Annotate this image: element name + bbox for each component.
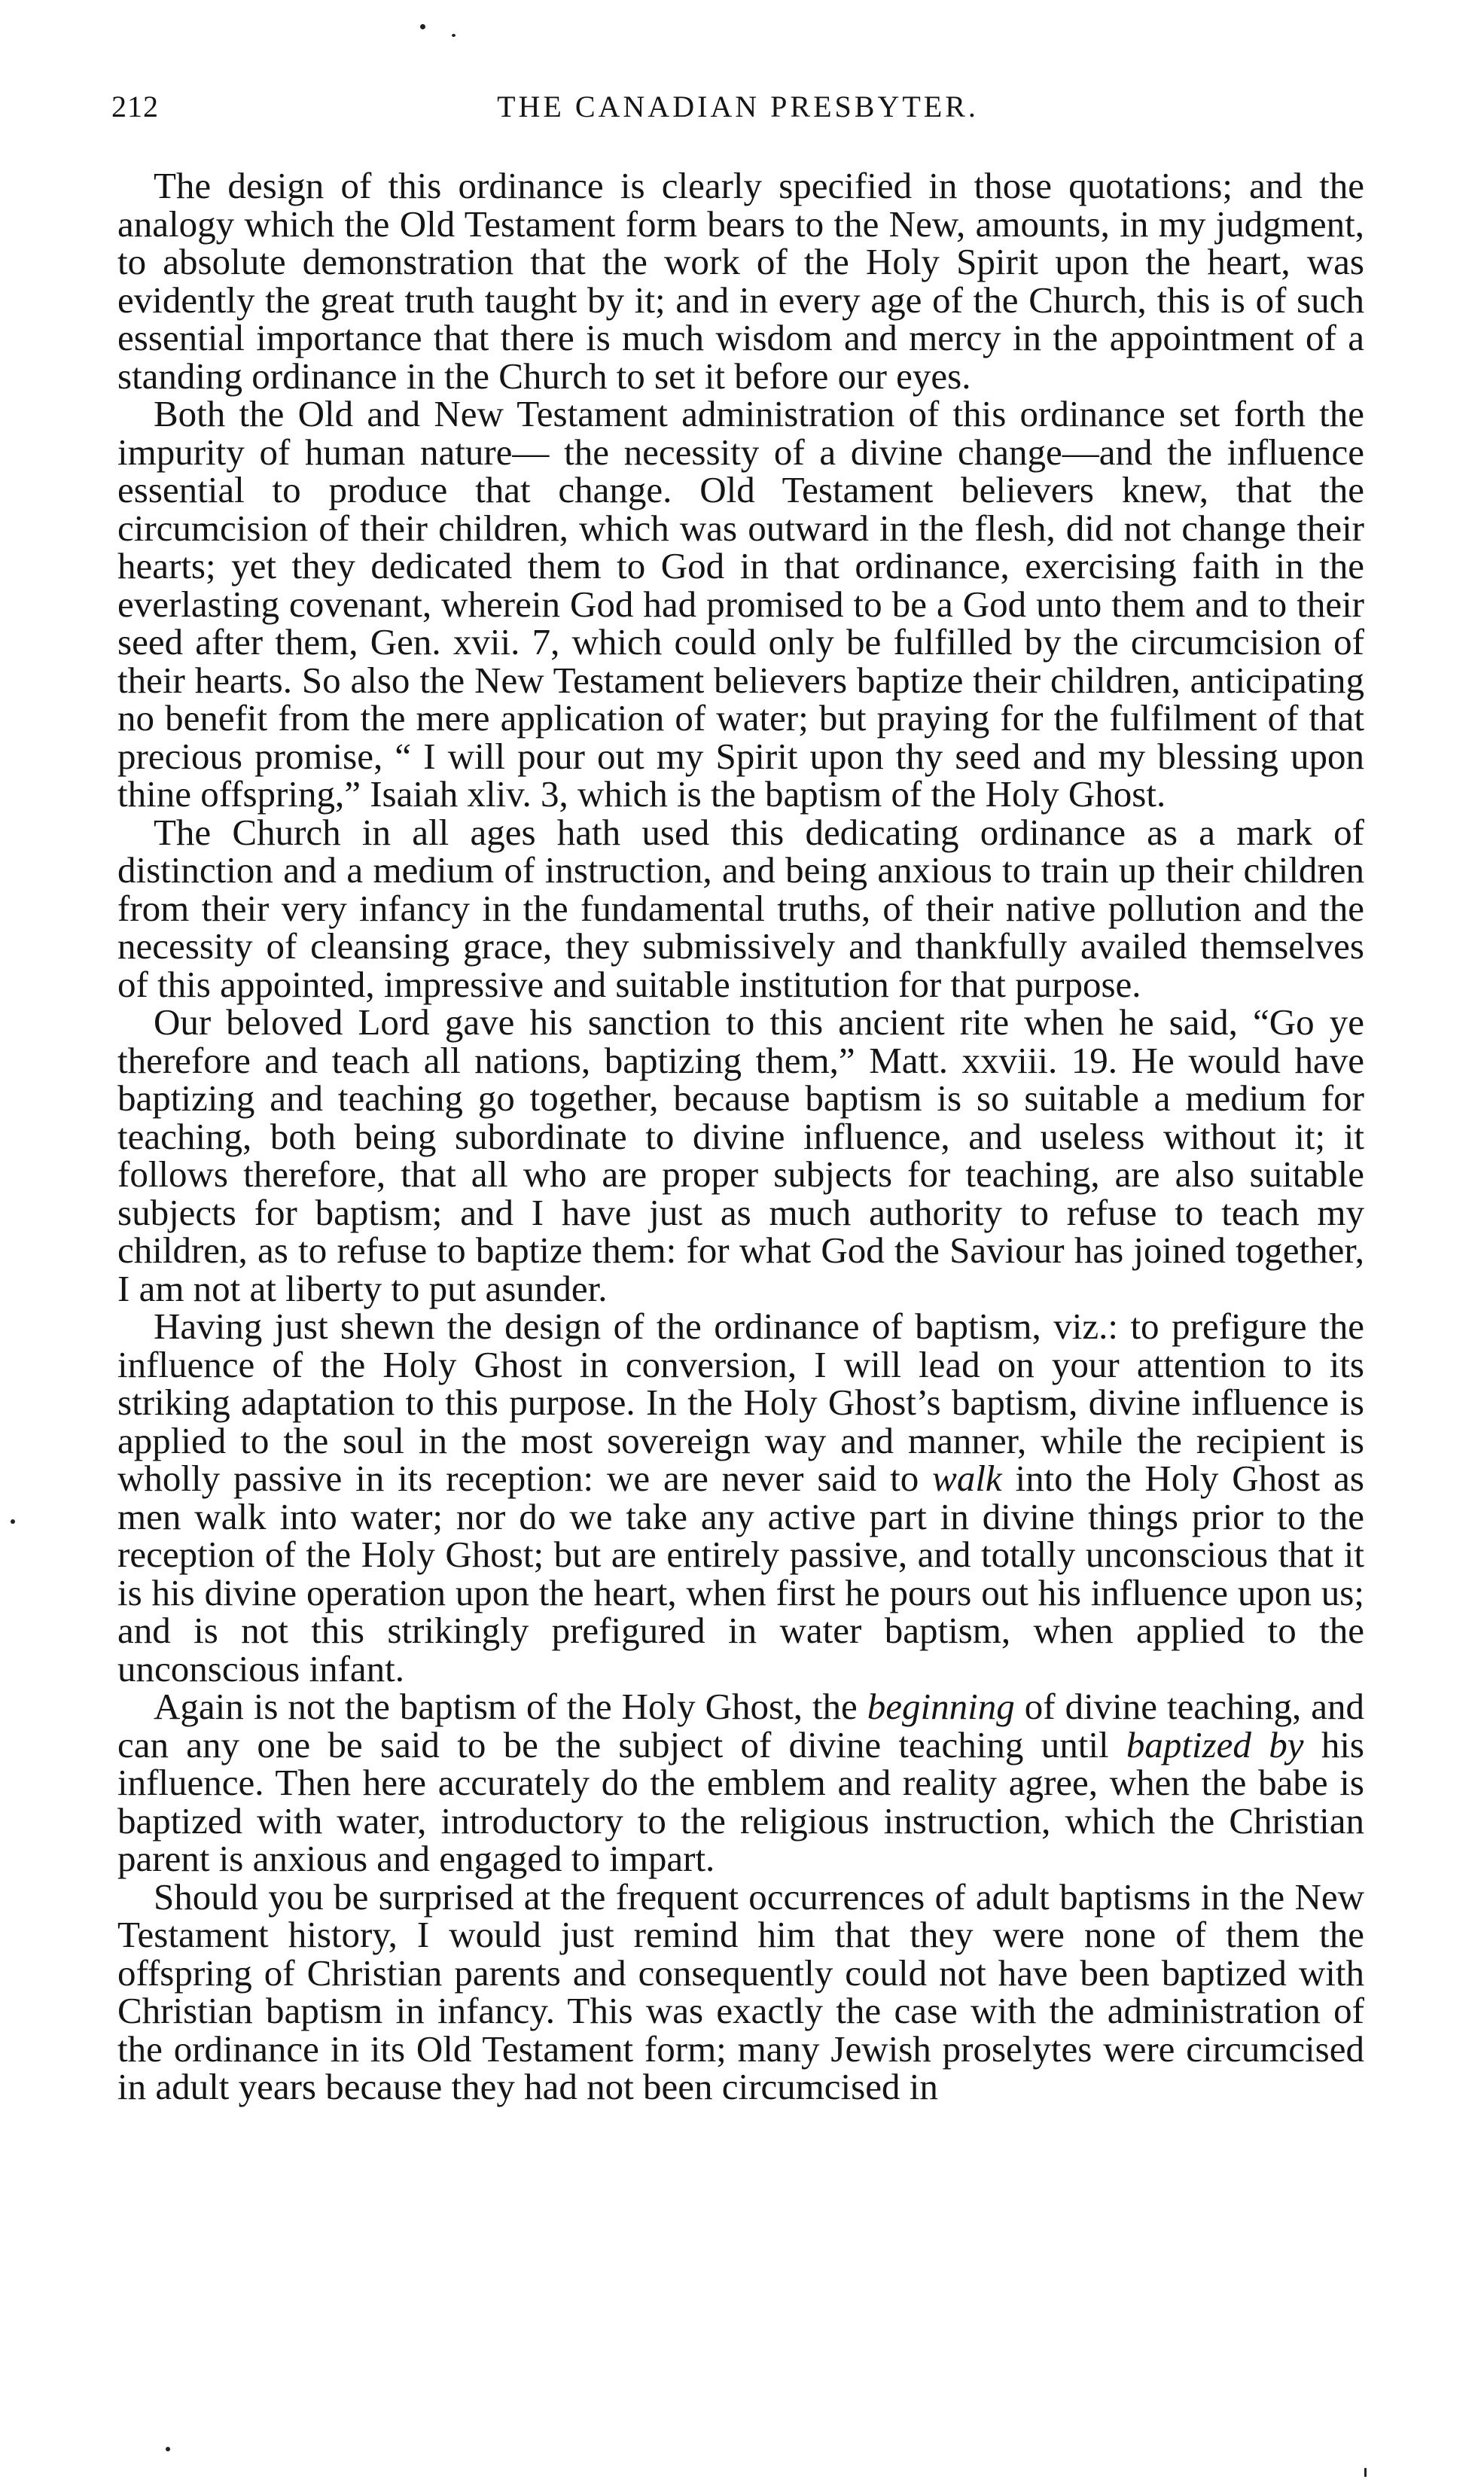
paragraph-beginning-teaching <box>117 1688 1364 1878</box>
text-run: Having just shewn the design of the ordinance of baptism, viz.: to prefigure the influence of the Holy Ghost in conversion, I will lead on your attention to its striking adaptation to this purpose. In the Holy Ghost’s baptism, divine influence is applied to the soul in the most sovereign way and manner, while the recipient is wholly passive in its reception: we are never said to <box>117 1305 1364 1499</box>
emphasis-beginning: beginning <box>867 1686 1015 1727</box>
scan-speck <box>452 34 456 37</box>
scan-speck <box>420 24 425 29</box>
text-run: into the Holy Ghost as men walk into water; nor do we take any active part in divine things prior to the reception of the Holy Ghost; but are entirely passive, and totally unconscious that it is his divine operation upon the heart, when first he pours out his influence upon us; and is not this strikingly prefigured in water baptism, when applied to the unconscious infant. <box>117 1458 1364 1689</box>
paragraph-old-new-testament: Both the Old and New Testament administration of this ordinance set forth the impurity of human nature— the necessity of a divine change—and the influence essential to produce that change. Old Testament believers knew, that the circumcision of their children, which was outward in the flesh, did not change their hearts; yet they dedicated them to God in that ordinance, exercising faith in the everlasting covenant, wherein God had promised to be a God unto them and to their seed after them, Gen. xvii. 7, which could only be fulfilled by the circumcision of their hearts. So also the New Testament believers baptize their children, anticipating no benefit from the mere application of water; but praying for the fulfilment of that precious promise, “ I will pour out my Spirit upon thy seed and my blessing upon thine offspring,” Isaiah xliv. 3, which is the baptism of the Holy Ghost. <box>117 393 1364 815</box>
running-title: THE CANADIAN PRESBYTER. <box>497 90 979 123</box>
text-run: his influence. Then here accurately do the emblem and reality agree, when the babe is baptized with water, introductory to the religious instruction, which the Christian parent is anxious and engaged to impart. <box>117 1723 1364 1879</box>
emphasis-baptized-by: baptized by <box>1126 1723 1304 1765</box>
paragraph-design-ordinance: The design of this ordinance is clearly specified in those quotations; and the analogy which the Old Testament form bears to the New, amounts, in my judgment, to absolute demonstration that the work of the Holy Spirit upon the heart, was evidently the great truth taught by it; and in every age of the Church, this is of such essential importance that there is much wisdom and mercy in the appointment of a standing ordinance in the Church to set it before our eyes. <box>117 165 1364 397</box>
scan-speck <box>1364 2468 1367 2477</box>
page-number: 212 <box>111 90 159 123</box>
text-run: Again is not the baptism of the Holy Ghost, the <box>154 1686 867 1727</box>
scan-speck <box>166 2447 170 2451</box>
paragraph-dedicating-ordinance: The Church in all ages hath used this dedicating ordinance as a mark of distinction and a medium of instruction, and being anxious to train up their children from their very infancy in the fundamental truths, of their native pollution and the necessity of cleansing grace, they submissively and thankfully availed themselves of this appointed, impressive and suitable institution for that purpose. <box>117 811 1364 1005</box>
page-header <box>111 89 1364 134</box>
emphasis-walk: walk <box>932 1458 1002 1499</box>
paragraph-design-baptism <box>117 1305 1364 1689</box>
paragraph-lord-sanction: Our beloved Lord gave his sanction to this ancient rite when he said, “Go ye therefore and teach all nations, baptizing them,” Matt. xxviii. 19. He would have baptizing and teaching go together, because baptism is so suitable a medium for teaching, both being subordinate to divine influence, and useless without it; it follows therefore, that all who are proper subjects for teaching, are also suitable subjects for baptism; and I have just as much authority to refuse to teach my children, as to refuse to baptize them: for what God the Saviour has joined together, I am not at liberty to put asunder. <box>117 1001 1364 1309</box>
body-text <box>117 167 1364 2107</box>
text-run: of divine teaching, and can any one be said to be the subject of divine teaching until <box>117 1686 1364 1765</box>
scan-speck <box>11 1519 15 1524</box>
paragraph-adult-baptisms: Should you be surprised at the frequent occurrences of adult baptisms in the New Testament history, I would just remind him that they were none of them the offspring of Christian parents and consequently could not have been baptized with Christian baptism in infancy. This was exactly the case with the administration of the ordinance in its Old Testament form; many Jewish proselytes were circumcised in adult years because they had not been circumcised in <box>117 1875 1364 2107</box>
